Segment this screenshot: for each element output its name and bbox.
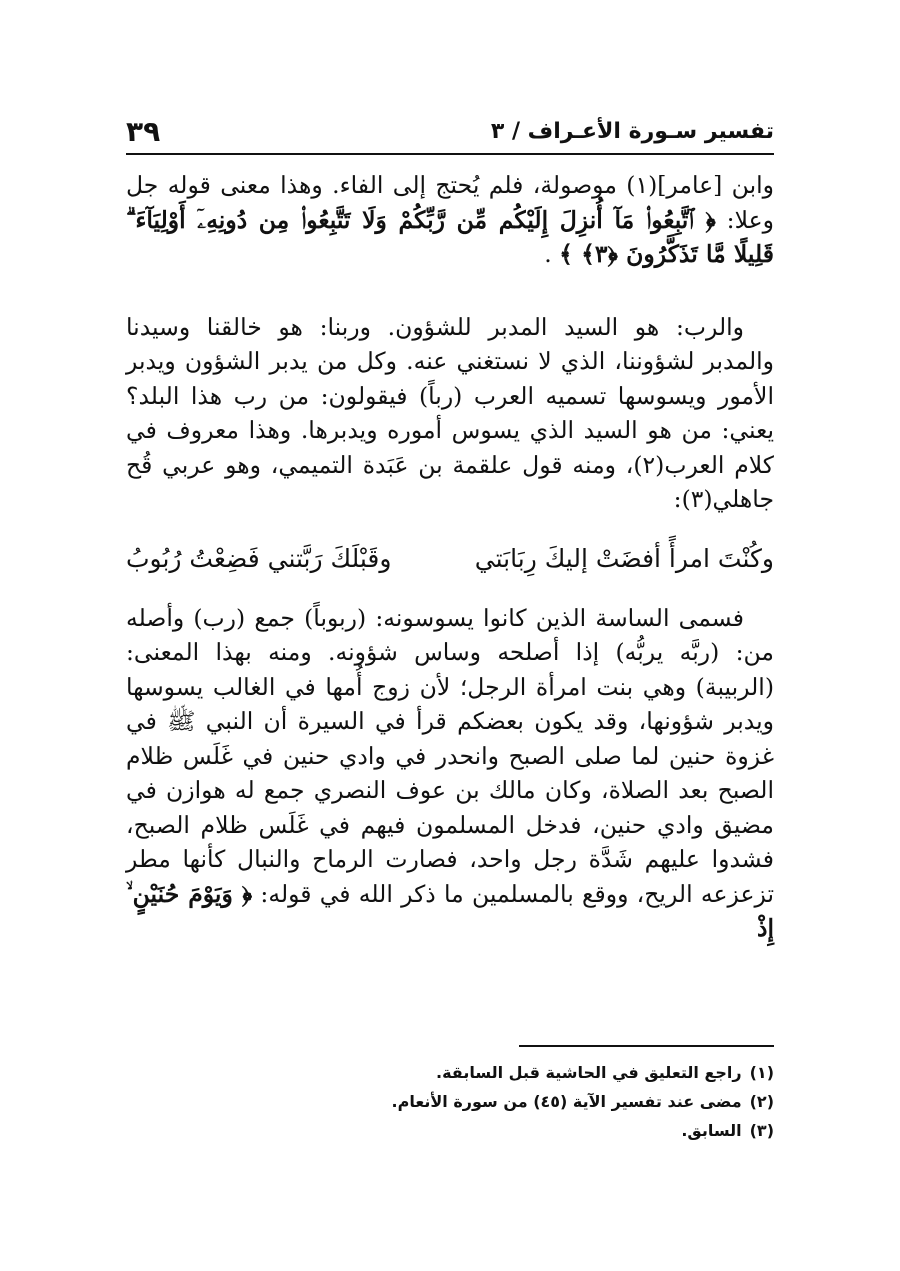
verse-first-hemistich: وكُنْتَ امرأً أفضَتْ إليكَ رِبَابَتي: [474, 543, 774, 573]
rabb-paragraph: والرب: هو السيد المدبر للشؤون. وربنا: هو خالقنا وسيدنا والمدبر لشؤوننا، الذي لا نستغني عنه. وكل من يدبر الشؤون ويدبر الأمور ويسوسها تسميه العرب (رباً) فيقولون: من رب هذا البلد؟ يعني: من هو السيد الذي يسوس أموره ويدبرها. وهذا معروف في كلام العرب(٢)، ومنه قول علقمة بن عَبَدة التميمي، وهو عربي قُح جاهلي(٣):: [126, 312, 774, 513]
page-header: [126, 108, 774, 154]
footnote-text: السابق.: [681, 1121, 742, 1140]
quran-verse-hunayn: ﴿ وَيَوْمَ حُنَيْنٍ ۙ إِذْ: [126, 879, 774, 942]
verse-second-hemistich: وقَبْلَكَ رَبَّتني فَضِعْتُ رُبُوبُ: [126, 543, 392, 573]
sasa-text: فسمى الساسة الذين كانوا يسوسونه: (ربوباً) جمع (رب) وأصله من: (ربَّه يربُّه) إذا أصلحه وساس شؤونه. ومنه بهذا المعنى: (الربيبة) وهي بنت امرأة الرجل؛ لأن زوج أُمها في الغالب يسوسها ويدبر شؤونها، وقد يكون بعضكم قرأ في السيرة أن النبي ﷺ في غزوة حنين لما صلى الصبح وانحدر في وادي حنين في غَلَس ظلام الصبح بعد الصلاة، وكان مالك بن عوف النصري جمع له هوازن في مضيق وادي حنين، فدخل المسلمون فيهم في غَلَس ظلام الصبح، فشدوا عليهم شَدَّة رجل واحد، فصارت الرماح والنبال كأنها مطر تزعزعه الريح، ووقع بالمسلمين ما ذكر الله في قوله:: [126, 603, 774, 908]
footnote-2: [126, 1087, 774, 1116]
footnote-text: مضى عند تفسير الآية (٤٥) من سورة الأنعام.: [391, 1092, 742, 1111]
intro-end: .: [544, 240, 552, 268]
footnote-3: [126, 1116, 774, 1145]
sasa-paragraph: [126, 601, 774, 946]
footnote-number: (٣): [749, 1121, 774, 1140]
header-divider: [126, 153, 774, 155]
footnote-divider: [519, 1045, 774, 1047]
footnotes: [126, 1058, 774, 1145]
footnote-text: راجع التعليق في الحاشية قبل السابقة.: [436, 1063, 742, 1082]
page-number: ٣٩: [126, 114, 161, 148]
footnote-1: [126, 1058, 774, 1087]
page-body: [126, 168, 774, 946]
footnote-number: (١): [749, 1063, 774, 1082]
footnote-number: (٢): [749, 1092, 774, 1111]
quran-verse-araf-3: ﴿ ٱتَّبِعُوا۟ مَآ أُنزِلَ إِلَيْكُم مِّن رَّبِّكُمْ وَلَا تَتَّبِعُوا۟ مِن دُونِهِۦٓ أَوْلِيَآءَ ۗ قَلِيلًا مَّا تَذَكَّرُونَ ﴿٣﴾ ﴾: [126, 205, 774, 268]
intro-text: وابن [عامر](١) موصولة، فلم يُحتج إلى الفاء. وهذا معنى قوله جل وعلا:: [126, 171, 774, 234]
poetry-verse: [126, 537, 774, 581]
running-title: تفسير سـورة الأعـراف / ٣: [490, 118, 774, 144]
intro-paragraph: [126, 168, 774, 272]
